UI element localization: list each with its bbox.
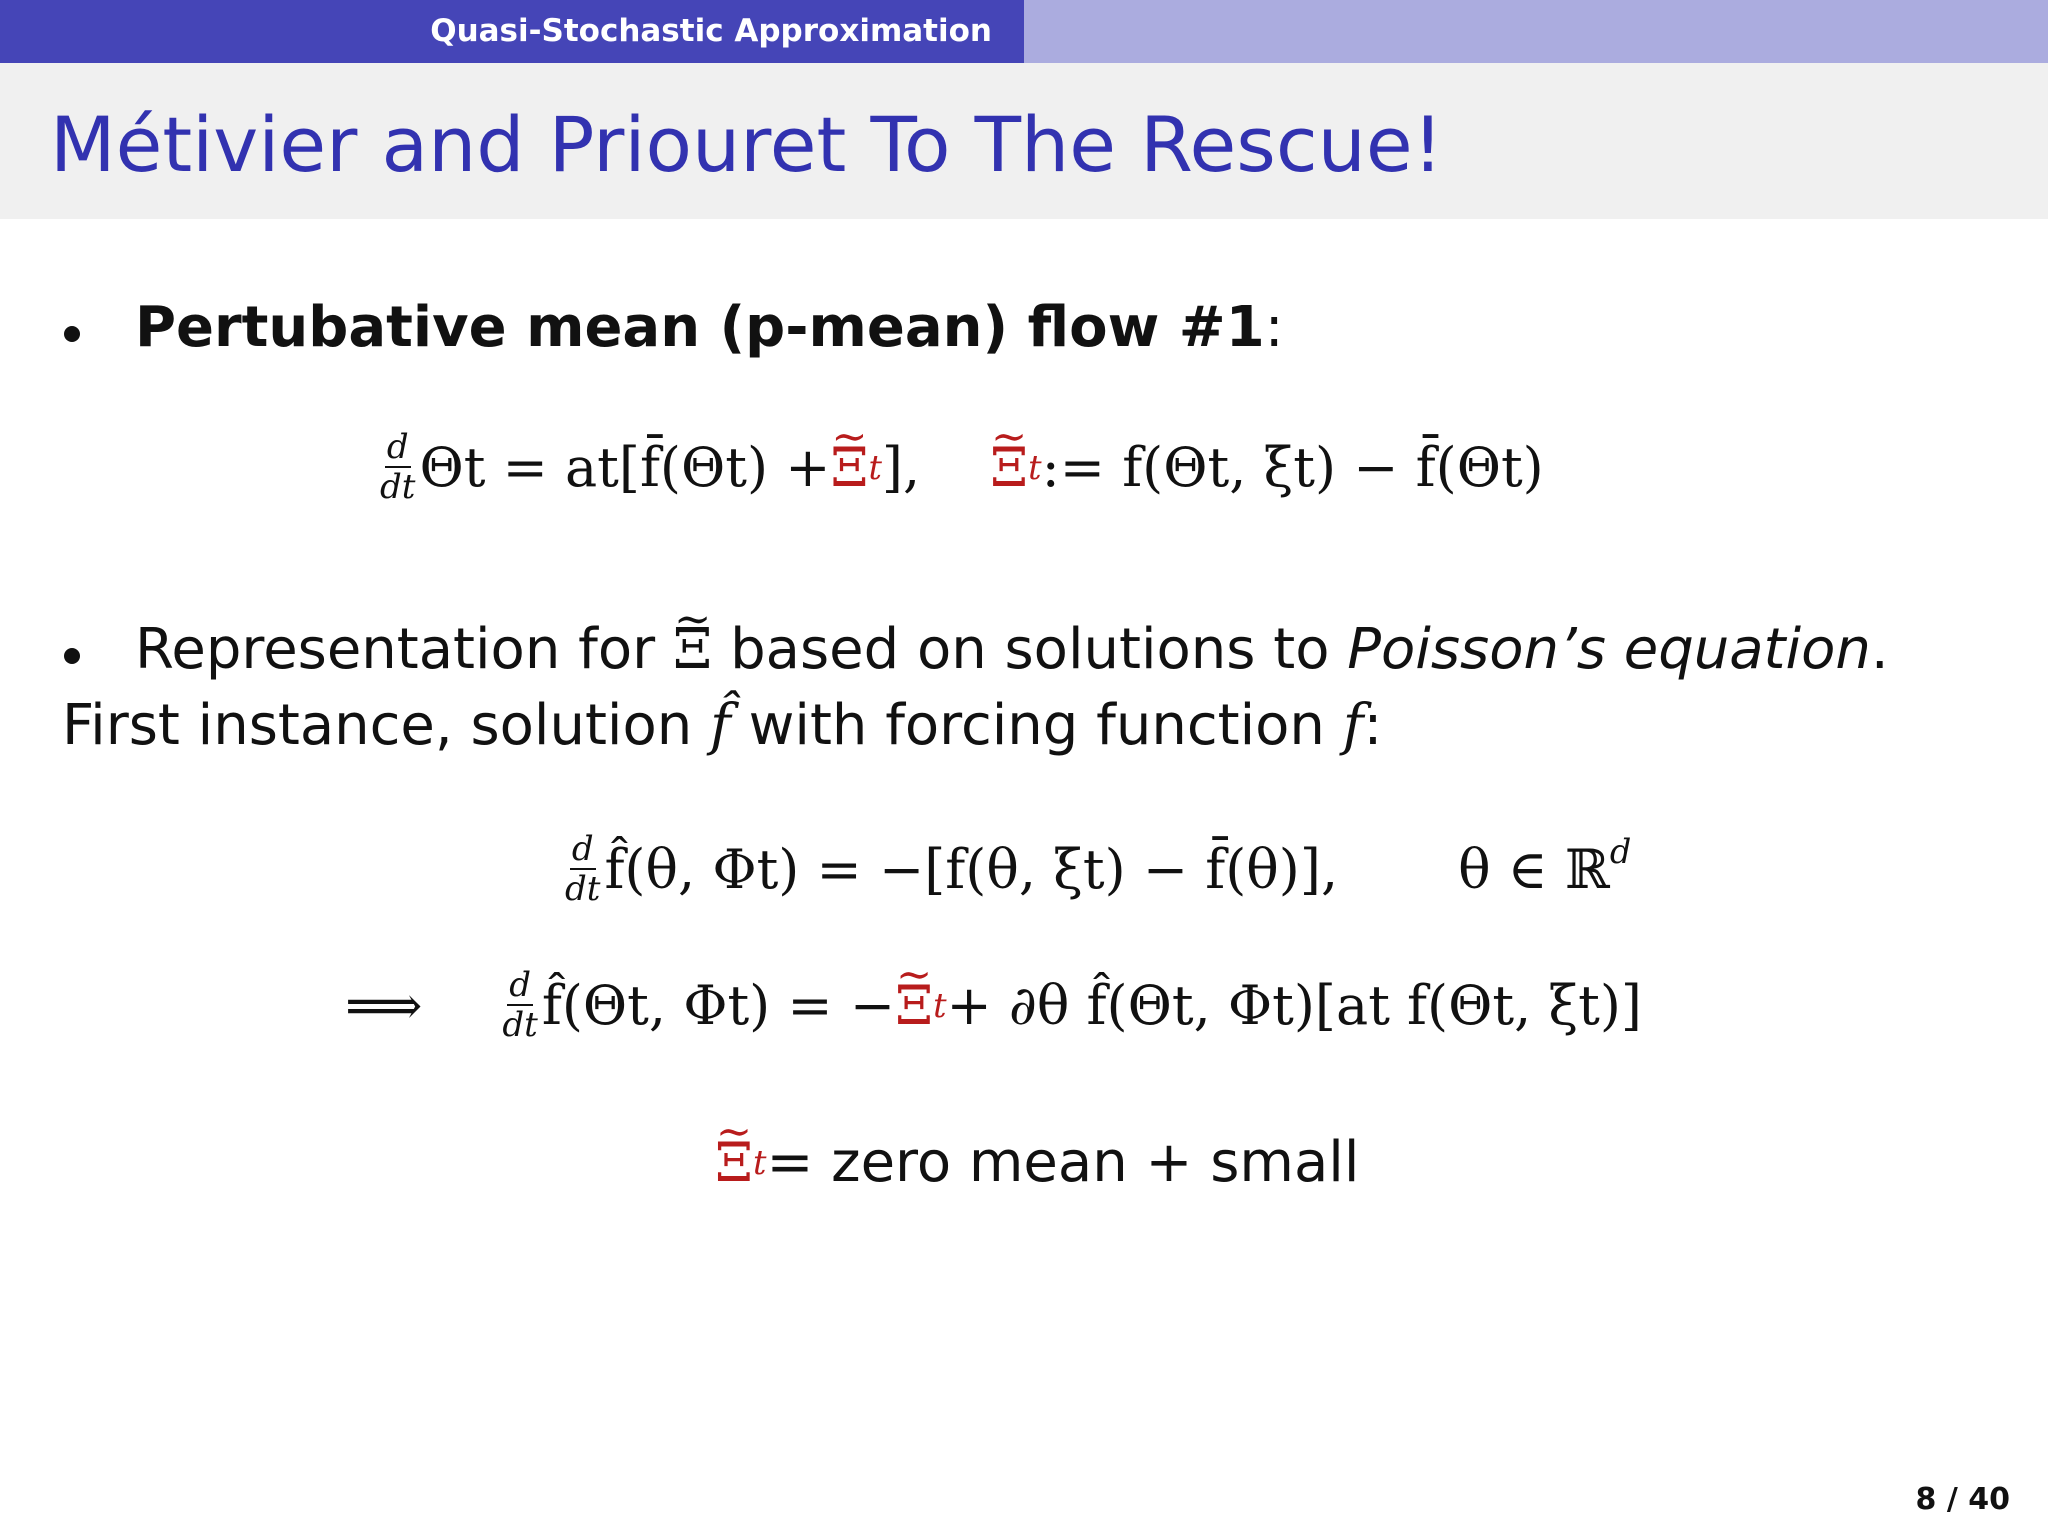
equation-implication xyxy=(345,965,1642,1045)
page-number: 8 / 40 xyxy=(1915,1482,2010,1517)
eq1-definition: := f(Θt, ξt) − f̄(Θt) xyxy=(1041,435,1544,499)
xi-tilde-symbol: ∼ Ξ xyxy=(830,436,868,499)
eq3-body-b: + ∂θ f̂(Θt, Φt)[at f(Θt, ξt)] xyxy=(946,973,1642,1037)
slide-title: Métivier and Priouret To The Rescue! xyxy=(50,100,1444,189)
f-symbol: f xyxy=(1342,693,1364,758)
section-title: Quasi-Stochastic Approximation xyxy=(0,0,1024,63)
xi-subscript: t xyxy=(868,447,882,487)
xi-tilde-symbol: ∼ Ξ xyxy=(990,436,1028,499)
xi-subscript: t xyxy=(933,985,947,1025)
derivative-fraction: $\frac{d}{dt}$ xyxy=(380,427,416,507)
xi-subscript: t xyxy=(753,1143,767,1182)
eq3-body-a: f̂(Θt, Φt) = − xyxy=(541,973,896,1037)
derivative-fraction: $\frac{d}{dt}$ xyxy=(565,829,601,909)
bullet2-line xyxy=(135,617,1889,682)
eq2-body: f̂(θ, Φt) = −[f(θ, ξt) − f̄(θ)], xyxy=(604,837,1339,901)
bullet2-end: . xyxy=(1870,617,1889,682)
header-bar xyxy=(0,0,2048,63)
eq4-rest: = zero mean + small xyxy=(766,1130,1360,1195)
xi-tilde-symbol: ∼ Ξ xyxy=(715,1131,753,1194)
eq1-mid: ], xyxy=(881,435,921,499)
line3-end: : xyxy=(1363,693,1383,758)
implies-arrow: ⟹ xyxy=(345,973,423,1037)
equation-poisson xyxy=(565,829,1632,909)
first-instance-line xyxy=(62,693,1383,758)
bullet1-label: Pertubative mean (p-mean) flow #1 xyxy=(135,295,1265,360)
bullet1-line xyxy=(135,295,1284,360)
equation-summary xyxy=(715,1130,1359,1195)
bullet-dot xyxy=(64,648,80,664)
eq2-domain-sup: d xyxy=(1609,832,1632,871)
bullet1-suffix: : xyxy=(1264,295,1284,360)
equation-pmean xyxy=(380,427,1544,507)
bullet2-middle: based on solutions to xyxy=(712,617,1348,682)
xi-tilde-symbol: ∼ Ξ xyxy=(895,974,933,1037)
xi-tilde-symbol: ∼ Ξ xyxy=(673,622,712,678)
derivative-fraction: $\frac{d}{dt}$ xyxy=(502,965,538,1045)
poisson-equation-text: Poisson’s equation xyxy=(1347,617,1871,682)
line3-middle: with forcing function xyxy=(730,693,1343,758)
line3-prefix: First instance, solution xyxy=(62,693,711,758)
xi-subscript: t xyxy=(1028,447,1042,487)
fhat-symbol: f̂ xyxy=(710,693,731,758)
eq1-lhs: Θt = at[f̄(Θt) + xyxy=(419,435,831,499)
bullet-dot xyxy=(64,326,80,342)
eq2-domain: θ ∈ ℝ xyxy=(1458,837,1610,901)
bullet2-prefix: Representation for xyxy=(135,617,673,682)
